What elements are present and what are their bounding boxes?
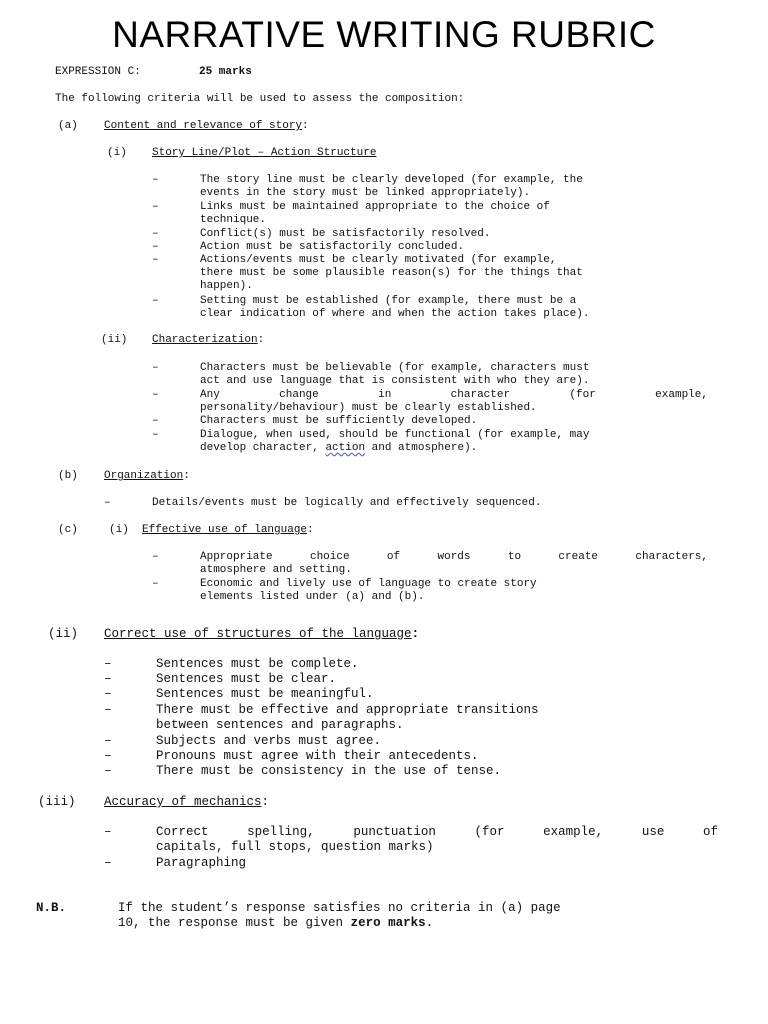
bullet-dash: – xyxy=(152,201,159,213)
bullet-dash: – xyxy=(152,551,159,563)
list-item: Setting must be established (for example, there must be a xyxy=(200,295,577,307)
expression-label: EXPRESSION C: xyxy=(55,66,141,78)
list-item: clear indication of where and when the action takes place). xyxy=(200,308,590,320)
nb-line-1: If the student’s response satisfies no criteria in (a) page xyxy=(118,901,561,915)
list-item: technique. xyxy=(200,214,267,226)
bullet-dash: – xyxy=(152,415,159,427)
bullet-dash: – xyxy=(104,497,111,509)
bullet-dash: – xyxy=(104,734,112,748)
section-b-heading: Organization: xyxy=(104,470,190,482)
list-item: events in the story must be linked appropriately). xyxy=(200,187,531,199)
list-item: Appropriate choice of words to create characters, xyxy=(200,551,708,563)
list-item: Correct spelling, punctuation (for example, use of xyxy=(156,825,718,839)
list-item: Conflict(s) must be satisfactorily resolved. xyxy=(200,228,491,240)
bullet-dash: – xyxy=(152,174,159,186)
bullet-dash: – xyxy=(104,825,112,839)
list-item: elements listed under (a) and (b). xyxy=(200,591,425,603)
bullet-dash: – xyxy=(152,254,159,266)
spellcheck-word: action xyxy=(325,442,366,454)
page-title: NARRATIVE WRITING RUBRIC xyxy=(112,14,656,55)
list-item: between sentences and paragraphs. xyxy=(156,718,404,732)
nb-label: N.B. xyxy=(36,901,67,915)
list-item: Dialogue, when used, should be functional (for example, may xyxy=(200,429,590,441)
section-iii-heading: Accuracy of mechanics: xyxy=(104,795,270,809)
list-item: Sentences must be meaningful. xyxy=(156,687,374,701)
bullet-dash: – xyxy=(152,578,159,590)
list-item: Sentences must be clear. xyxy=(156,672,337,686)
bullet-dash: – xyxy=(104,703,112,717)
bullet-dash: – xyxy=(104,672,112,686)
section-ii-num: (ii) xyxy=(48,627,79,641)
section-a-letter: (a) xyxy=(58,120,78,132)
zero-marks: zero marks xyxy=(350,916,426,930)
bullet-dash: – xyxy=(152,362,159,374)
bullet-dash: – xyxy=(104,749,112,763)
list-item: Details/events must be logically and effectively sequenced. xyxy=(152,497,542,509)
list-item: There must be effective and appropriate transitions xyxy=(156,703,539,717)
list-item: there must be some plausible reason(s) for the things that xyxy=(200,267,583,279)
list-item: Paragraphing xyxy=(156,856,247,870)
section-c-letter: (c) xyxy=(58,524,78,536)
bullet-dash: – xyxy=(152,389,159,401)
section-a-ii-num: (ii) xyxy=(101,334,128,346)
list-item: develop character, action and atmosphere). xyxy=(200,442,478,454)
intro-text: The following criteria will be used to assess the composition: xyxy=(55,93,465,105)
list-item: Sentences must be complete. xyxy=(156,657,359,671)
list-item: Actions/events must be clearly motivated (for example, xyxy=(200,254,557,266)
list-item: Pronouns must agree with their antecedents. xyxy=(156,749,479,763)
bullet-dash: – xyxy=(104,657,112,671)
list-item: atmosphere and setting. xyxy=(200,564,352,576)
list-item: act and use language that is consistent with who they are). xyxy=(200,375,590,387)
list-item: Any change in character (for example, xyxy=(200,389,708,401)
section-a-i-num: (i) xyxy=(107,147,127,159)
section-c-i-num: (i) xyxy=(109,524,129,536)
list-item: Economic and lively use of language to create story xyxy=(200,578,537,590)
bullet-dash: – xyxy=(104,764,112,778)
bullet-dash: – xyxy=(152,295,159,307)
list-item: Action must be satisfactorily concluded. xyxy=(200,241,465,253)
section-a-heading: Content and relevance of story: xyxy=(104,120,309,132)
list-item: There must be consistency in the use of tense. xyxy=(156,764,502,778)
bullet-dash: – xyxy=(104,856,112,870)
nb-line-2: 10, the response must be given zero marks. xyxy=(118,916,434,930)
section-a-i-heading: Story Line/Plot – Action Structure xyxy=(152,147,377,159)
list-item: Links must be maintained appropriate to the choice of xyxy=(200,201,550,213)
section-ii-heading: Correct use of structures of the language: xyxy=(104,627,420,641)
list-item: happen). xyxy=(200,280,253,292)
list-item: personality/behaviour) must be clearly established. xyxy=(200,402,537,414)
bullet-dash: – xyxy=(152,241,159,253)
list-item: Subjects and verbs must agree. xyxy=(156,734,382,748)
section-c-heading: Effective use of language: xyxy=(142,524,314,536)
section-b-letter: (b) xyxy=(58,470,78,482)
list-item: The story line must be clearly developed (for example, the xyxy=(200,174,583,186)
bullet-dash: – xyxy=(152,429,159,441)
bullet-dash: – xyxy=(104,687,112,701)
expression-marks: 25 marks xyxy=(199,66,252,78)
list-item: Characters must be sufficiently developed. xyxy=(200,415,478,427)
section-a-ii-heading: Characterization: xyxy=(152,334,265,346)
section-iii-num: (iii) xyxy=(38,795,76,809)
list-item: capitals, full stops, question marks) xyxy=(156,840,434,854)
bullet-dash: – xyxy=(152,228,159,240)
list-item: Characters must be believable (for example, characters must xyxy=(200,362,590,374)
